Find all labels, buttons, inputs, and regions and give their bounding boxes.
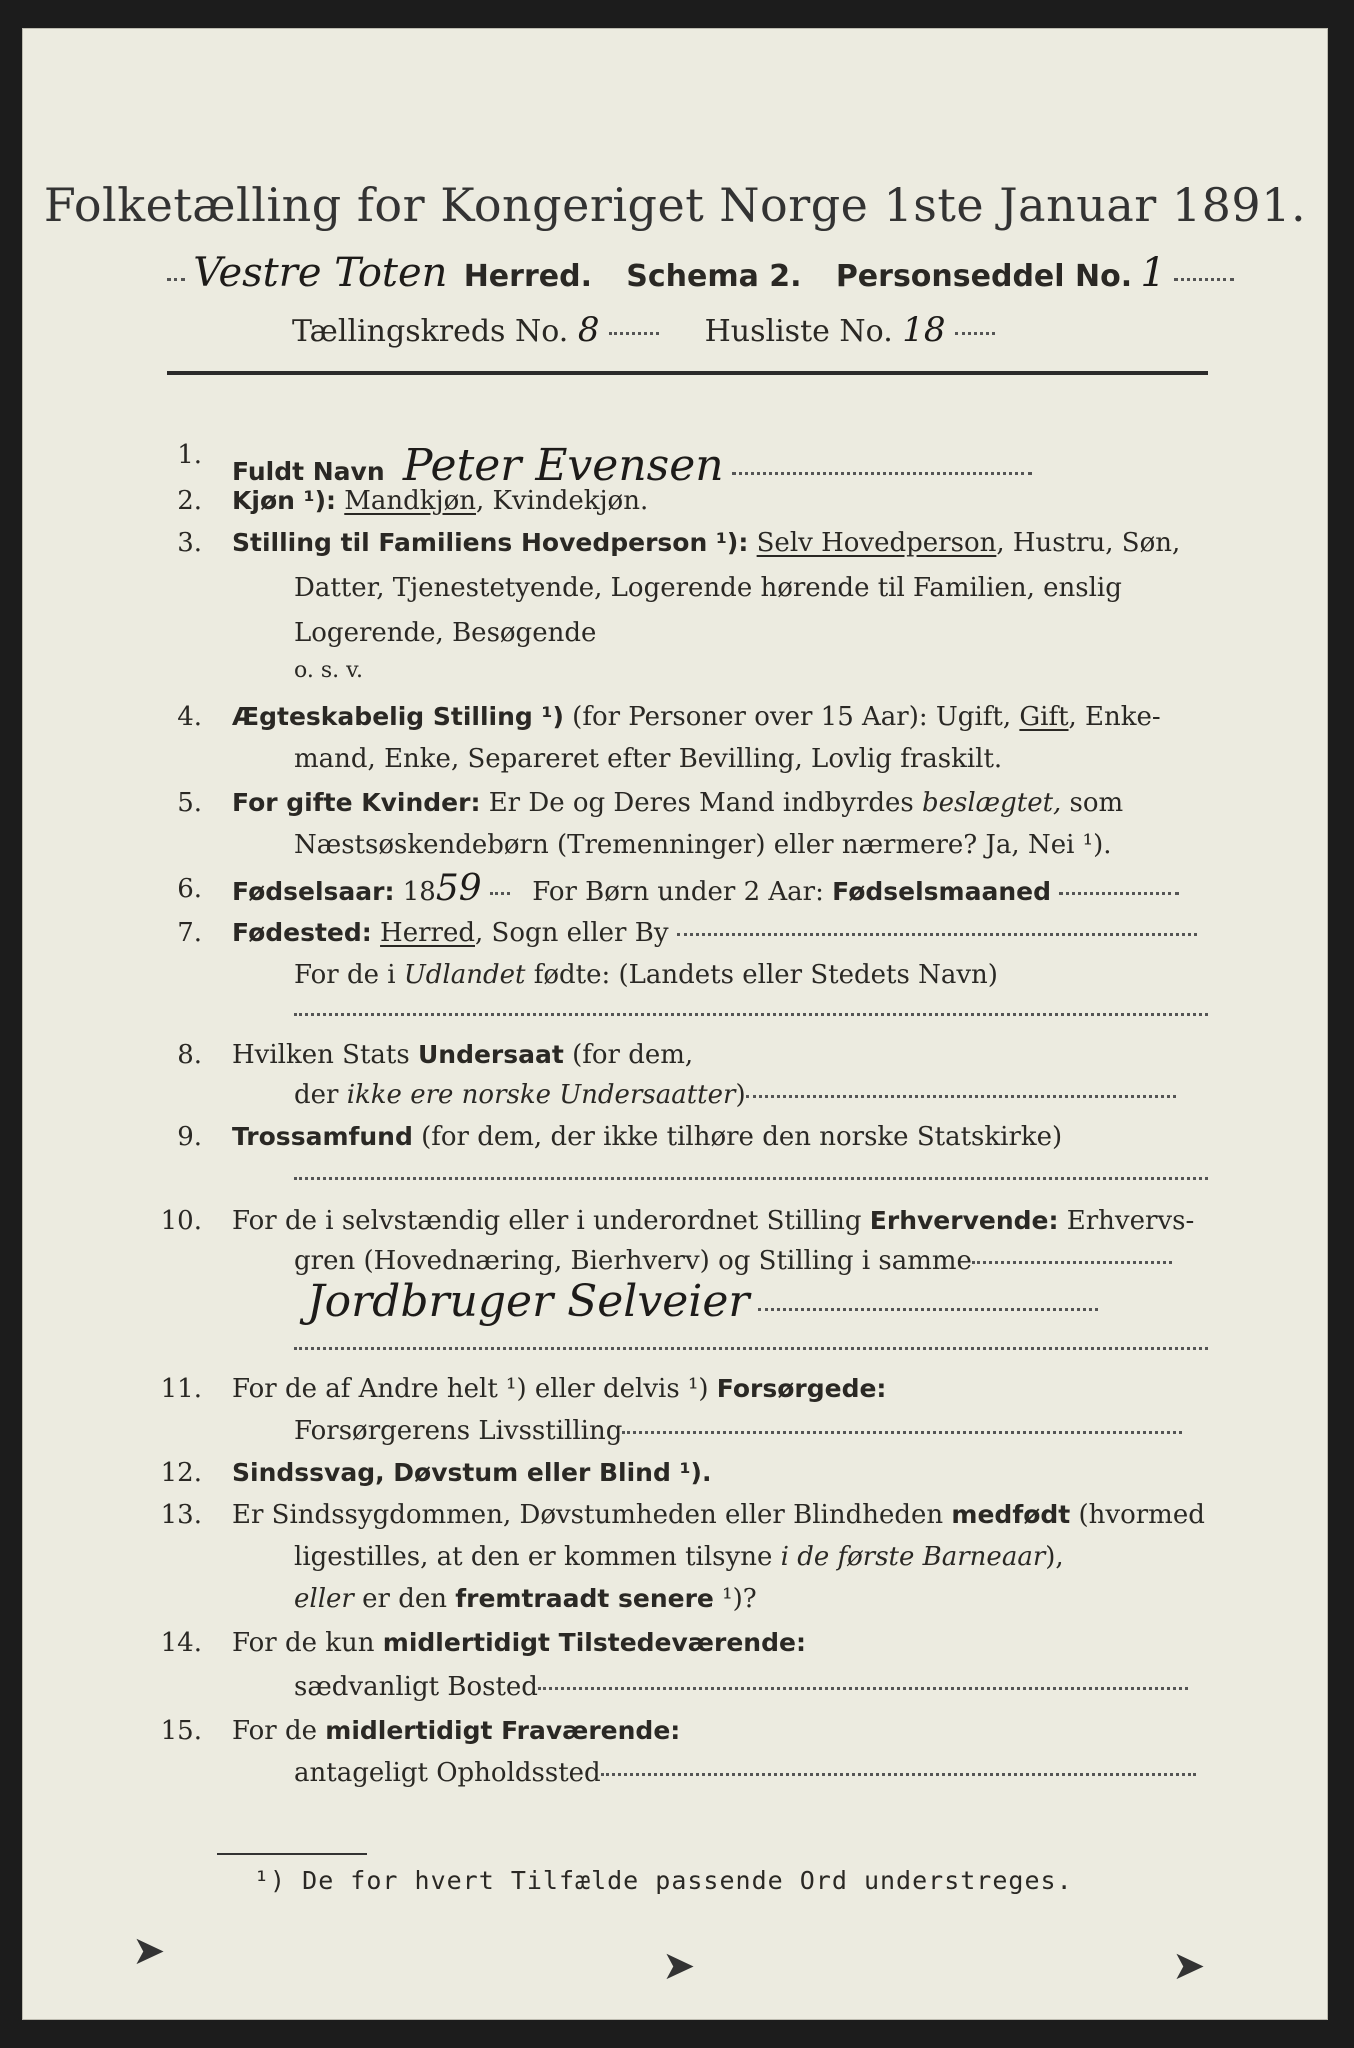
q13-line3-pre: er den bbox=[353, 1584, 456, 1614]
q10-line-2 bbox=[294, 1246, 1172, 1276]
q4-label: Ægteskabelig Stilling ¹) bbox=[232, 702, 564, 731]
scan-mark-icon: ➤ bbox=[1172, 1943, 1206, 1989]
q2-option-mandkjon: Mandkjøn bbox=[344, 486, 476, 516]
q13-line2-italic: i de første Barneaar bbox=[780, 1542, 1046, 1572]
husliste-label: Husliste No. bbox=[704, 314, 893, 349]
q13-line-2: ligestilles, at den er kommen tilsyne i de første Barneaar), bbox=[294, 1542, 1064, 1572]
q11-pre: For de af Andre helt ¹) eller delvis ¹) bbox=[232, 1374, 717, 1404]
q14-line-1 bbox=[232, 1628, 806, 1658]
q7-line2-italic: Udlandet bbox=[403, 960, 526, 990]
q10-line-1 bbox=[232, 1206, 1194, 1236]
q3-line-1 bbox=[232, 528, 1180, 558]
q7-answer-line bbox=[294, 998, 1208, 1028]
q1-line bbox=[232, 440, 1032, 491]
q6-label: Fødselsaar: bbox=[232, 877, 395, 906]
q8-line-1 bbox=[232, 1040, 693, 1070]
q9-label: Trossamfund bbox=[232, 1122, 413, 1151]
footnote: ¹) De for hvert Tilfælde passende Ord understreges. bbox=[254, 1866, 1073, 1895]
schema-label: Schema 2. bbox=[626, 259, 802, 294]
q3-line-4: o. s. v. bbox=[294, 658, 363, 683]
herred-label: Herred. bbox=[463, 259, 592, 294]
footnote-divider bbox=[217, 1853, 367, 1855]
q6-label2: Fødselsmaaned bbox=[832, 877, 1051, 906]
q5-line-1 bbox=[232, 788, 1123, 818]
kreds-label: Tællingskreds No. bbox=[292, 314, 569, 349]
q5-label: For gifte Kvinder: bbox=[232, 788, 481, 817]
q13-pre: Er Sindssygdommen, Døvstumheden eller Blindheden bbox=[232, 1500, 952, 1530]
q10-number: 10. bbox=[160, 1206, 202, 1236]
q3-label: Stilling til Familiens Hovedperson ¹): bbox=[232, 528, 749, 557]
q8-number: 8. bbox=[177, 1040, 202, 1070]
q11-number: 11. bbox=[160, 1374, 202, 1404]
header-divider bbox=[167, 371, 1208, 375]
q7-option-herred: Herred bbox=[380, 918, 475, 948]
q8-post: (for dem, bbox=[563, 1040, 694, 1070]
q10-answer-line-2 bbox=[294, 1332, 1208, 1362]
q10-line2: gren (Hovednæring, Bierhverv) og Stilling i samme bbox=[294, 1246, 972, 1276]
q6-number: 6. bbox=[177, 874, 202, 904]
q7-number: 7. bbox=[177, 918, 202, 948]
q3-number: 3. bbox=[177, 528, 202, 558]
q5-italic: beslægtet, bbox=[921, 788, 1062, 818]
q15-line-1 bbox=[232, 1716, 680, 1746]
q5-line-2: Næstsøskendebørn (Tremenninger) eller nærmere? Ja, Nei ¹). bbox=[294, 830, 1112, 860]
q15-line-2 bbox=[294, 1758, 1196, 1788]
q11-line-2 bbox=[294, 1416, 1182, 1446]
q13-line2-pre: ligestilles, at den er kommen tilsyne bbox=[294, 1542, 781, 1572]
q5-number: 5. bbox=[177, 788, 202, 818]
q1-name-value: Peter Evensen bbox=[402, 440, 724, 491]
q6-text: For Børn under 2 Aar: bbox=[532, 877, 824, 907]
q8-label: Undersaat bbox=[417, 1040, 564, 1069]
herred-value: Vestre Toten bbox=[193, 250, 448, 296]
q15-line2: antageligt Opholdssted bbox=[294, 1758, 601, 1788]
q9-line bbox=[232, 1122, 1062, 1152]
q3-line-3: Logerende, Besøgende bbox=[294, 618, 597, 648]
q9-number: 9. bbox=[177, 1122, 202, 1152]
q7-rest: , Sogn eller By bbox=[475, 918, 669, 948]
q12-line bbox=[232, 1458, 711, 1488]
q13-line-3 bbox=[294, 1584, 757, 1614]
q4-option-gift: Gift bbox=[1019, 702, 1069, 732]
q13-label: medfødt bbox=[951, 1500, 1071, 1529]
q4-number: 4. bbox=[177, 702, 202, 732]
q15-label: midlertidigt Fraværende: bbox=[325, 1716, 681, 1745]
q7-line-2 bbox=[294, 960, 998, 990]
q11-line2: Forsørgerens Livsstilling bbox=[294, 1416, 623, 1446]
q10-pre: For de i selvstændig eller i underordnet Stilling bbox=[232, 1206, 870, 1236]
scan-mark-icon: ➤ bbox=[132, 1928, 166, 1974]
q10-post: Erhvervs- bbox=[1058, 1206, 1195, 1236]
q15-pre: For de bbox=[232, 1716, 326, 1746]
q14-line-2 bbox=[294, 1672, 1188, 1702]
q8-line2-pre: der bbox=[294, 1080, 347, 1110]
husliste-value: 18 bbox=[902, 310, 946, 350]
q13-line3-post: ¹)? bbox=[713, 1584, 757, 1614]
q14-label: midlertidigt Tilstedeværende: bbox=[382, 1628, 806, 1657]
q13-line3-label: fremtraadt senere bbox=[455, 1584, 714, 1613]
q4-line-2: mand, Enke, Separeret efter Bevilling, Lovlig fraskilt. bbox=[294, 744, 1003, 774]
personseddel-value: 1 bbox=[1140, 250, 1166, 296]
q7-line-1 bbox=[232, 918, 1197, 948]
q7-line2-post: fødte: (Landets eller Stedets Navn) bbox=[525, 960, 998, 990]
q1-number: 1. bbox=[177, 440, 202, 470]
q5-tail: som bbox=[1061, 788, 1124, 818]
q2-label: Kjøn ¹): bbox=[232, 486, 336, 515]
q2-rest: , Kvindekjøn. bbox=[476, 486, 649, 516]
q7-label: Fødested: bbox=[232, 918, 372, 947]
q12-label: Sindssvag, Døvstum eller Blind ¹). bbox=[232, 1458, 712, 1487]
q5-text: Er De og Deres Mand indbyrdes bbox=[480, 788, 922, 818]
q13-line-1 bbox=[232, 1500, 1205, 1530]
q9-answer-line bbox=[294, 1162, 1208, 1192]
q13-number: 13. bbox=[160, 1500, 202, 1530]
census-form-sheet bbox=[22, 28, 1328, 2020]
q8-line-2: der ikke ere norske Undersaatter) bbox=[294, 1080, 1176, 1110]
header-row-2 bbox=[292, 310, 995, 350]
q14-line2: sædvanligt Bosted bbox=[294, 1672, 538, 1702]
q6-prefix: 18 bbox=[402, 877, 436, 907]
q4-line-1 bbox=[232, 702, 1161, 732]
q13-line3-italic: eller bbox=[294, 1584, 354, 1614]
q8-line2-italic: ikke ere norske Undersaatter bbox=[346, 1080, 736, 1110]
q1-label: Fuldt Navn bbox=[232, 457, 385, 486]
q15-number: 15. bbox=[160, 1716, 202, 1746]
q2-number: 2. bbox=[177, 486, 202, 516]
q4-rest: , Enke- bbox=[1068, 702, 1161, 732]
q14-number: 14. bbox=[160, 1628, 202, 1658]
q10-label: Erhvervende: bbox=[869, 1206, 1059, 1235]
header-row-1 bbox=[167, 250, 1234, 296]
q3-rest: , Hustru, Søn, bbox=[996, 528, 1181, 558]
q4-pre: (for Personer over 15 Aar): Ugift, bbox=[563, 702, 1020, 732]
q6-line bbox=[232, 868, 1179, 909]
q8-pre: Hvilken Stats bbox=[232, 1040, 418, 1070]
q12-number: 12. bbox=[160, 1458, 202, 1488]
q14-pre: For de kun bbox=[232, 1628, 383, 1658]
q3-option-selv: Selv Hovedperson bbox=[756, 528, 997, 558]
q9-text: (for dem, der ikke tilhøre den norske Statskirke) bbox=[412, 1122, 1063, 1152]
kreds-value: 8 bbox=[577, 310, 600, 350]
personseddel-label: Personseddel No. bbox=[835, 259, 1133, 294]
q13-post: (hvormed bbox=[1070, 1500, 1205, 1530]
q6-year-value: 59 bbox=[435, 868, 482, 909]
q2-line bbox=[232, 486, 648, 516]
q11-label: Forsørgede: bbox=[716, 1374, 887, 1403]
q11-line-1 bbox=[232, 1374, 886, 1404]
q7-line2-pre: For de i bbox=[294, 960, 404, 990]
q3-line-2: Datter, Tjenestetyende, Logerende hørende til Familien, enslig bbox=[294, 573, 1122, 603]
form-title: Folketælling for Kongeriget Norge 1ste Januar 1891. bbox=[43, 178, 1307, 232]
scan-mark-icon: ➤ bbox=[662, 1943, 696, 1989]
q10-answer-line bbox=[307, 1276, 1098, 1327]
q10-occupation-value: Jordbruger Selveier bbox=[307, 1276, 750, 1327]
